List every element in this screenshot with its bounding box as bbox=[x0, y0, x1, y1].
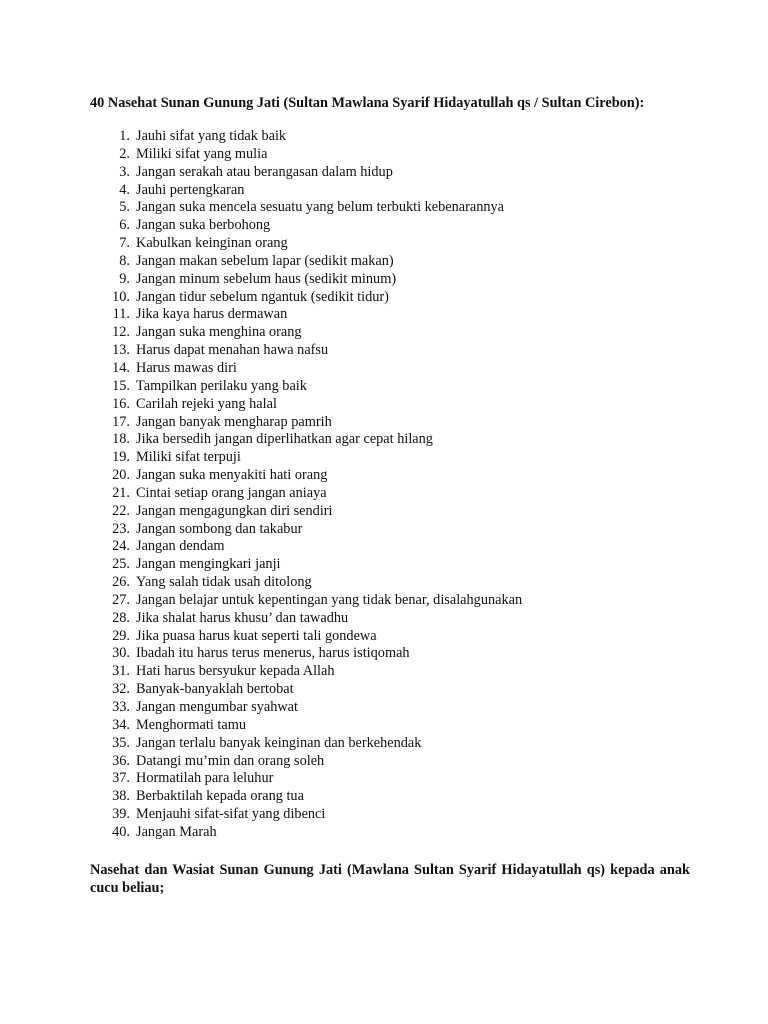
list-item-text: Hati harus bersyukur kepada Allah bbox=[136, 663, 335, 680]
list-item-number: 5. bbox=[119, 199, 130, 216]
list-item-text: Tampilkan perilaku yang baik bbox=[136, 377, 307, 394]
list-item-text: Jika kaya harus dermawan bbox=[136, 306, 288, 323]
list-item-text: Jika shalat harus khusu’ dan tawadhu bbox=[136, 609, 349, 626]
list-item-number: 39. bbox=[112, 806, 130, 823]
list-item-number: 37. bbox=[112, 770, 130, 787]
list-item-text: Miliki sifat terpuji bbox=[136, 449, 241, 466]
list-item-number: 21. bbox=[112, 484, 130, 501]
list-item-text: Jangan mengingkari janji bbox=[136, 556, 281, 573]
list-item-text: Jangan tidur sebelum ngantuk (sedikit tidur) bbox=[136, 288, 389, 305]
list-item-text: Jangan suka berbohong bbox=[136, 217, 271, 234]
document-title: 40 Nasehat Sunan Gunung Jati (Sultan Mawlana Syarif Hidayatullah qs / Sultan Cirebon): bbox=[90, 95, 645, 111]
list-item-number: 3. bbox=[119, 163, 130, 180]
list-item-number: 14. bbox=[112, 359, 130, 376]
list-item-text: Jangan serakah atau berangasan dalam hidup bbox=[136, 163, 393, 180]
list-item-text: Jangan sombong dan takabur bbox=[136, 520, 303, 537]
list-item-number: 13. bbox=[112, 342, 130, 359]
list-item-text: Jangan suka mencela sesuatu yang belum terbukti kebenarannya bbox=[136, 199, 505, 216]
list-item-number: 16. bbox=[112, 395, 130, 412]
list-item-text: Jangan makan sebelum lapar (sedikit makan) bbox=[136, 252, 394, 269]
list-item-number: 17. bbox=[112, 413, 130, 430]
list-item-number: 40. bbox=[112, 823, 130, 840]
list-item-text: Ibadah itu harus terus menerus, harus istiqomah bbox=[136, 645, 410, 662]
list-item-text: Hormatilah para leluhur bbox=[136, 770, 274, 787]
list-item-text: Menghormati tamu bbox=[136, 716, 246, 733]
closing-heading: Nasehat dan Wasiat Sunan Gunung Jati (Mawlana Sultan Syarif Hidayatullah qs) kepada anak cucu beliau; bbox=[90, 862, 690, 896]
list-item-number: 27. bbox=[112, 591, 130, 608]
list-item-number: 10. bbox=[112, 288, 130, 305]
list-item-number: 4. bbox=[119, 181, 130, 198]
list-item-number: 19. bbox=[112, 449, 130, 466]
list-item-number: 38. bbox=[112, 788, 130, 805]
list-item-text: Jika puasa harus kuat seperti tali gondewa bbox=[136, 627, 377, 644]
list-item-text: Jangan minum sebelum haus (sedikit minum) bbox=[136, 270, 397, 287]
list-item-text: Jangan mengagungkan diri sendiri bbox=[136, 502, 333, 519]
list-item-text: Jangan Marah bbox=[136, 823, 217, 840]
list-item-text: Cintai setiap orang jangan aniaya bbox=[136, 484, 327, 501]
list-item-text: Jangan suka menghina orang bbox=[136, 324, 302, 341]
list-item-number: 26. bbox=[112, 574, 130, 591]
list-item-number: 7. bbox=[119, 235, 130, 252]
list-item-text: Kabulkan keinginan orang bbox=[136, 235, 288, 252]
list-item-text: Jangan terlalu banyak keinginan dan berkehendak bbox=[136, 734, 422, 751]
list-item-number: 2. bbox=[119, 145, 130, 162]
list-item-text: Jangan suka menyakiti hati orang bbox=[136, 467, 328, 484]
list-item-text: Jauhi sifat yang tidak baik bbox=[136, 128, 287, 144]
list-item-text: Datangi mu’min dan orang soleh bbox=[136, 752, 325, 769]
list-item-number: 29. bbox=[112, 627, 130, 644]
list-item-number: 28. bbox=[112, 609, 130, 626]
list-item-text: Miliki sifat yang mulia bbox=[136, 145, 268, 162]
list-item-text: Jangan belajar untuk kepentingan yang tidak benar, disalahgunakan bbox=[136, 591, 523, 608]
list-item-number: 33. bbox=[112, 699, 130, 715]
list-item-number: 20. bbox=[112, 467, 130, 484]
list-item-number: 6. bbox=[119, 217, 130, 234]
list-item-number: 18. bbox=[112, 431, 130, 448]
list-item-text: Jika bersedih jangan diperlihatkan agar cepat hilang bbox=[136, 431, 433, 448]
list-item-number: 11. bbox=[112, 306, 130, 323]
list-item-text: Banyak-banyaklah bertobat bbox=[136, 681, 294, 698]
list-item-text: Menjauhi sifat-sifat yang dibenci bbox=[136, 806, 326, 823]
list-item-number: 1. bbox=[119, 128, 130, 144]
list-item-number: 23. bbox=[112, 520, 130, 537]
list-item-number: 24. bbox=[112, 538, 130, 555]
list-item-number: 9. bbox=[119, 270, 130, 287]
list-item-text: Jangan dendam bbox=[136, 538, 225, 555]
list-item-text: Harus mawas diri bbox=[136, 359, 237, 376]
list-item-number: 34. bbox=[112, 716, 130, 733]
list-item-number: 25. bbox=[112, 556, 130, 573]
list-item-text: Jangan mengumbar syahwat bbox=[136, 699, 298, 715]
list-item-number: 8. bbox=[119, 252, 130, 269]
list-item-text: Carilah rejeki yang halal bbox=[136, 395, 277, 412]
list-item-number: 30. bbox=[112, 645, 130, 662]
list-item-text: Harus dapat menahan hawa nafsu bbox=[136, 342, 329, 359]
list-item-number: 22. bbox=[112, 502, 130, 519]
list-item-number: 12. bbox=[112, 324, 130, 341]
list-item-number: 31. bbox=[112, 663, 130, 680]
list-item-number: 35. bbox=[112, 734, 130, 751]
list-item-number: 15. bbox=[112, 377, 130, 394]
list-item-text: Jauhi pertengkaran bbox=[136, 181, 245, 198]
list-item-number: 32. bbox=[112, 681, 130, 698]
list-item-text: Berbaktilah kepada orang tua bbox=[136, 788, 304, 805]
list-item-text: Jangan banyak mengharap pamrih bbox=[136, 413, 332, 430]
list-item-text: Yang salah tidak usah ditolong bbox=[136, 574, 312, 591]
list-item-number: 36. bbox=[112, 752, 130, 769]
